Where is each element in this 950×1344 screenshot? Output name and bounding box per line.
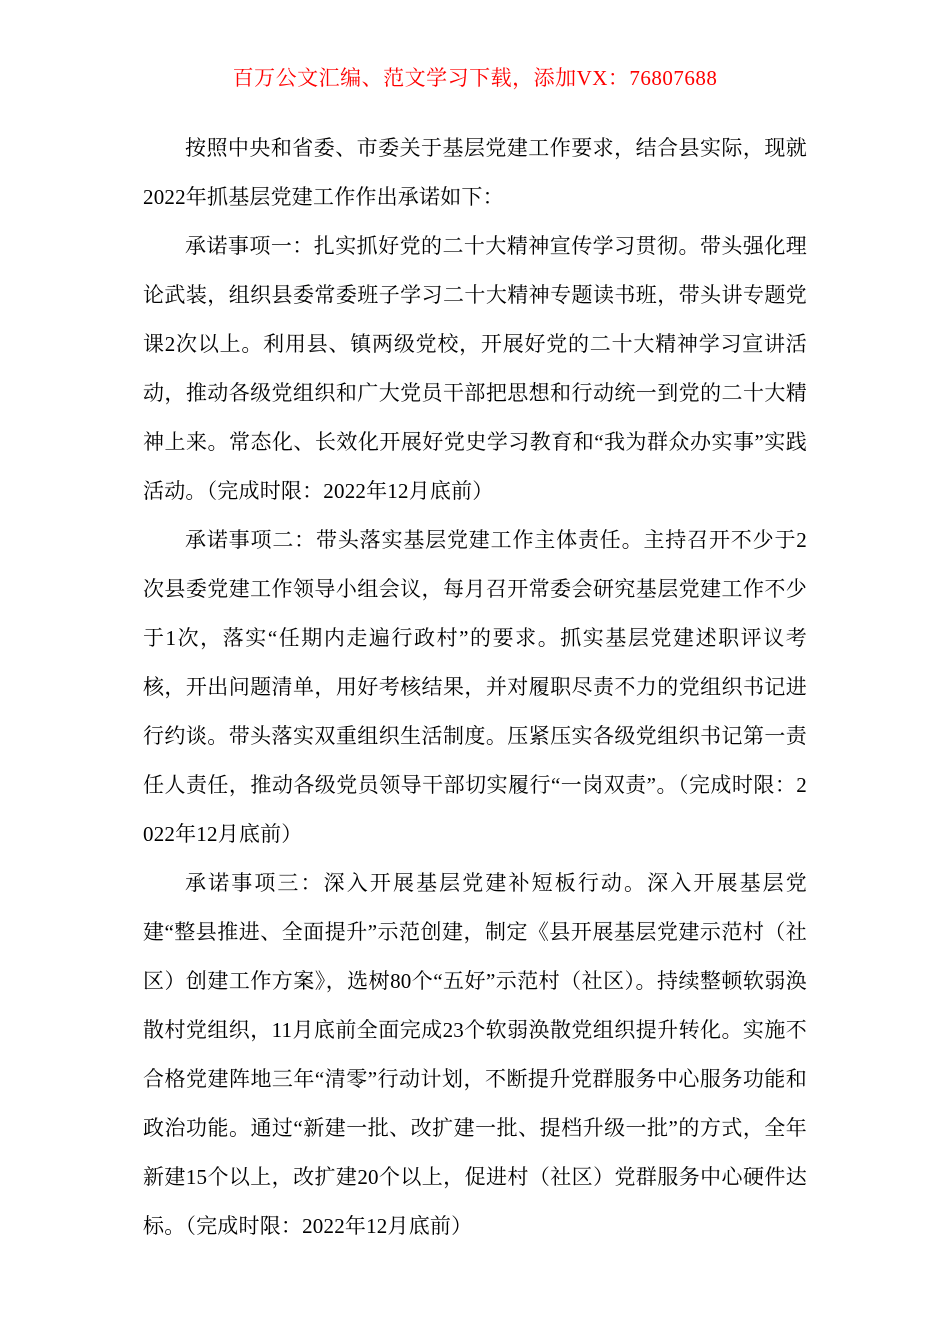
paragraph-commitment-3: 承诺事项三：深入开展基层党建补短板行动。深入开展基层党建“整县推进、全面提升”示范创建，制定《县开展基层党建示范村（社区）创建工作方案》，选树80个“五好”示范村（社区）。持续整顿软弱涣散村党组织，11月底前全面完成23个软弱涣散党组织提升转化。实施不合格党建阵地三年“清零”行动计划，不断提升党群服务中心服务功能和政治功能。通过“新建一批、改扩建一批、提档升级一批”的方式，全年新建15个以上，改扩建20个以上，促进村（社区）党群服务中心硬件达标。（完成时限：2022年12月底前） [143,871,807,1238]
header-ad-text: 百万公文汇编、范文学习下载，添加VX：76807688 [232,66,718,90]
paragraph-intro: 按照中央和省委、市委关于基层党建工作要求，结合县实际，现就2022年抓基层党建工作作出承诺如下： [143,136,807,209]
paragraph-commitment-1: 承诺事项一：扎实抓好党的二十大精神宣传学习贯彻。带头强化理论武装，组织县委常委班子学习二十大精神专题读书班，带头讲专题党课2次以上。利用县、镇两级党校，开展好党的二十大精神学习宣讲活动，推动各级党组织和广大党员干部把思想和行动统一到党的二十大精神上来。常态化、长效化开展好党史学习教育和“我为群众办实事”实践活动。（完成时限：2022年12月底前） [143,234,807,503]
document-body [143,124,807,1251]
paragraph-commitment-2: 承诺事项二：带头落实基层党建工作主体责任。主持召开不少于2次县委党建工作领导小组会议，每月召开常委会研究基层党建工作不少于1次，落实“任期内走遍行政村”的要求。抓实基层党建述职评议考核，开出问题清单，用好考核结果，并对履职尽责不力的党组织书记进行约谈。带头落实双重组织生活制度。压紧压实各级党组织书记第一责任人责任，推动各级党员领导干部切实履行“一岗双责”。（完成时限：2022年12月底前） [143,528,807,846]
